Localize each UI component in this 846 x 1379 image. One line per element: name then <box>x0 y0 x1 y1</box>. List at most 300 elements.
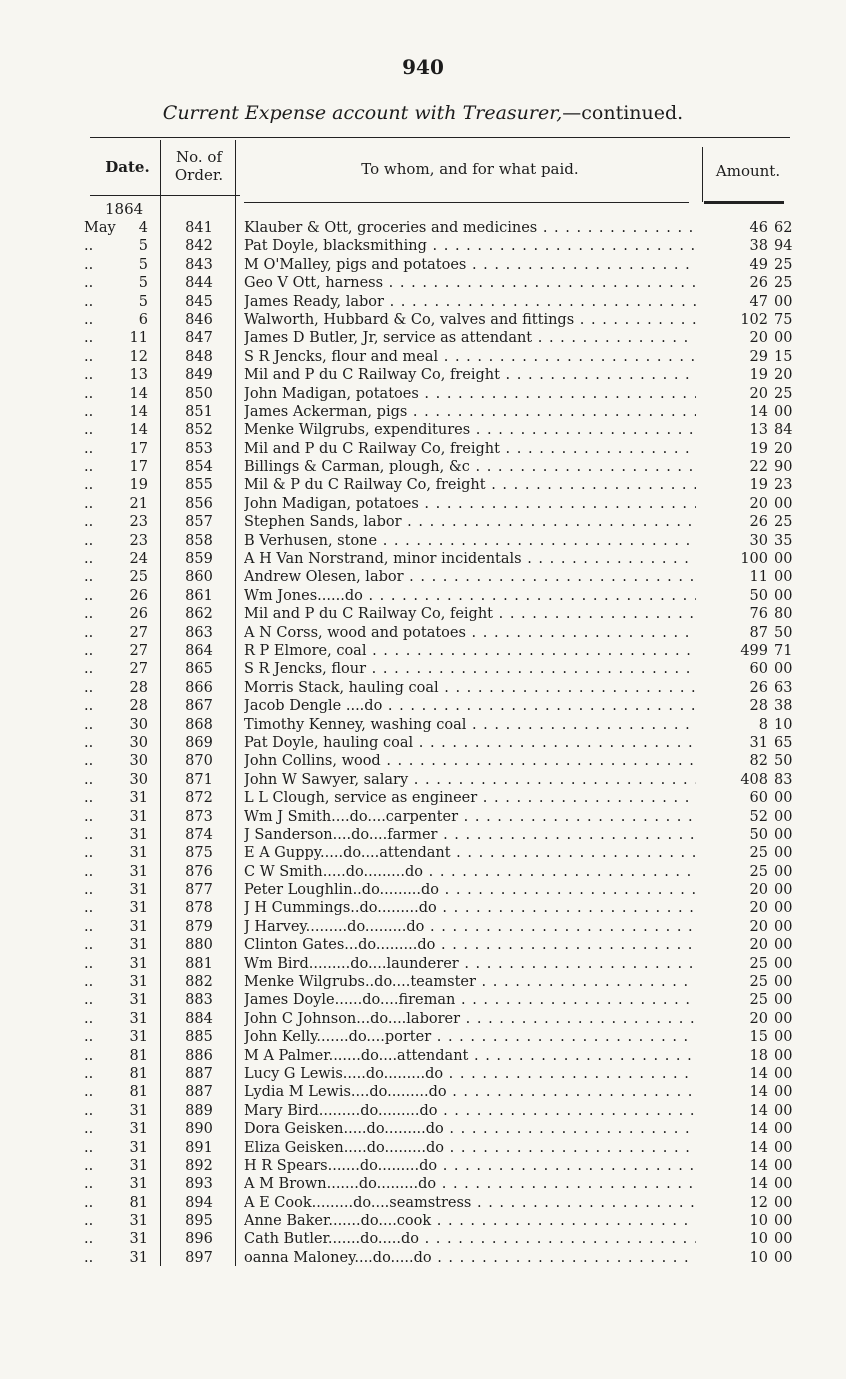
date-month: .. <box>84 845 94 862</box>
date-month: .. <box>84 440 94 457</box>
date-day: 14 <box>129 403 148 420</box>
date-day: 27 <box>129 661 148 678</box>
payment-description: Mary Bird.........do.........do . . . <box>244 1102 696 1120</box>
amount-dollars: 25 <box>749 863 768 880</box>
table-row <box>0 532 846 550</box>
payment-description: Jacob Dengle ....do . . . <box>244 697 696 715</box>
date-month: .. <box>84 1102 94 1119</box>
amount-cents: 71 <box>774 642 793 659</box>
date-day: 31 <box>129 1102 148 1119</box>
order-number: 869 <box>185 734 213 751</box>
amount-dollars: 46 <box>749 220 768 236</box>
amount-cents: 50 <box>774 753 793 770</box>
order-number: 872 <box>185 790 213 807</box>
amount-cents: 00 <box>774 790 793 807</box>
amount-dollars: 15 <box>749 1029 768 1046</box>
date-day: 30 <box>129 771 148 788</box>
date-month: .. <box>84 974 94 991</box>
date-month: .. <box>84 459 94 476</box>
amount-cents: 00 <box>774 992 793 1009</box>
order-number: 857 <box>185 514 213 531</box>
table-row <box>0 550 846 568</box>
date-day: 14 <box>129 385 148 402</box>
date-day: 31 <box>129 1249 148 1266</box>
payment-description: Menke Wilgrubs..do....teamster . . . <box>244 973 696 991</box>
amount-cents: 00 <box>774 1010 793 1027</box>
table-row <box>0 1065 846 1083</box>
amount-cents: 00 <box>774 551 793 568</box>
order-number: 854 <box>185 459 213 476</box>
date-month: .. <box>84 514 94 531</box>
amount-dollars: 52 <box>749 808 768 825</box>
table-row <box>0 513 846 531</box>
date-month: .. <box>84 1157 94 1174</box>
table-row <box>0 1230 846 1248</box>
date-day: 19 <box>129 477 148 494</box>
date-month: .. <box>84 477 94 494</box>
order-number: 884 <box>185 1010 213 1027</box>
payment-description: J H Cummings..do.........do . . . <box>244 899 696 917</box>
amount-dollars: 50 <box>749 587 768 604</box>
order-number: 861 <box>185 587 213 604</box>
amount-dollars: 11 <box>749 569 768 586</box>
amount-dollars: 10 <box>749 1231 768 1248</box>
order-number: 868 <box>185 716 213 733</box>
amount-dollars: 47 <box>749 293 768 310</box>
table-row <box>0 808 846 826</box>
amount-cents: 00 <box>774 661 793 678</box>
table-row <box>0 274 846 292</box>
table-row <box>0 863 846 881</box>
table-row <box>0 403 846 421</box>
date-month: .. <box>84 311 94 328</box>
table-row <box>0 1249 846 1267</box>
date-day: 24 <box>129 551 148 568</box>
date-month: .. <box>84 624 94 641</box>
amount-cents: 00 <box>774 974 793 991</box>
amount-cents: 00 <box>774 330 793 347</box>
amount-dollars: 19 <box>749 440 768 457</box>
payment-description: C W Smith.....do.........do . . . <box>244 863 696 881</box>
date-day: 31 <box>129 863 148 880</box>
date-day: 31 <box>129 1029 148 1046</box>
amount-cents: 35 <box>774 532 793 549</box>
amount-dollars: 14 <box>749 403 768 420</box>
date-day: 31 <box>129 918 148 935</box>
date-day: 17 <box>129 440 148 457</box>
amount-dollars: 87 <box>749 624 768 641</box>
amount-cents: 00 <box>774 955 793 972</box>
date-day: 81 <box>129 1047 148 1064</box>
amount-dollars: 26 <box>749 514 768 531</box>
header-to-whom: To whom, and for what paid. <box>361 160 579 178</box>
table-row <box>0 789 846 807</box>
order-number: 850 <box>185 385 213 402</box>
table-row <box>0 936 846 954</box>
date-month: .. <box>84 1194 94 1211</box>
amount-dollars: 100 <box>740 551 768 568</box>
amount-cents: 20 <box>774 440 793 457</box>
order-number: 864 <box>185 642 213 659</box>
amount-cents: 25 <box>774 275 793 292</box>
date-day: 23 <box>129 514 148 531</box>
header-order-line2: Order. <box>174 166 224 184</box>
order-number: 841 <box>185 220 213 236</box>
payment-description: Dora Geisken.....do.........do . . . <box>244 1120 696 1138</box>
payment-description: Mil and P du C Railway Co, freight . . . <box>244 366 696 384</box>
table-row <box>0 476 846 494</box>
header-date: Date. <box>105 158 150 176</box>
date-month: .. <box>84 937 94 954</box>
date-month: .. <box>84 1231 94 1248</box>
order-number: 885 <box>185 1029 213 1046</box>
date-month: .. <box>84 716 94 733</box>
amount-dollars: 29 <box>749 348 768 365</box>
payment-description: Billings & Carman, plough, &c . . . <box>244 458 696 476</box>
page-title <box>0 102 846 124</box>
date-day: 31 <box>129 1157 148 1174</box>
amount-cents: 00 <box>774 569 793 586</box>
order-number: 890 <box>185 1121 213 1138</box>
order-number: 855 <box>185 477 213 494</box>
date-day: 27 <box>129 624 148 641</box>
amount-dollars: 14 <box>749 1176 768 1193</box>
payment-description: S R Jencks, flour and meal . . . <box>244 348 696 366</box>
payment-description: A E Cook.........do....seamstress . . . <box>244 1194 696 1212</box>
header-bottom-rule-middle <box>244 202 689 203</box>
date-day: 23 <box>129 532 148 549</box>
table-row <box>0 293 846 311</box>
table-row <box>0 955 846 973</box>
date-month: .. <box>84 348 94 365</box>
amount-cents: 00 <box>774 1047 793 1064</box>
payment-description: Klauber & Ott, groceries and medicines . . . <box>244 219 696 237</box>
date-day: 5 <box>138 293 148 310</box>
table-row <box>0 237 846 255</box>
table-row <box>0 366 846 384</box>
order-number: 865 <box>185 661 213 678</box>
date-month: .. <box>84 1213 94 1230</box>
amount-cents: 90 <box>774 459 793 476</box>
date-month: .. <box>84 587 94 604</box>
payment-description: oanna Maloney....do.....do . . . <box>244 1249 696 1267</box>
amount-cents: 00 <box>774 1029 793 1046</box>
date-month: .. <box>84 1176 94 1193</box>
date-month: .. <box>84 992 94 1009</box>
date-day: 26 <box>129 606 148 623</box>
date-day: 14 <box>129 422 148 439</box>
order-number: 866 <box>185 679 213 696</box>
table-row <box>0 752 846 770</box>
amount-dollars: 10 <box>749 1213 768 1230</box>
amount-cents: 00 <box>774 1176 793 1193</box>
amount-cents: 63 <box>774 679 793 696</box>
year-label: 1864 <box>105 200 144 218</box>
amount-dollars: 60 <box>749 661 768 678</box>
table-row <box>0 1047 846 1065</box>
table-row <box>0 771 846 789</box>
amount-dollars: 20 <box>749 882 768 899</box>
date-month: .. <box>84 403 94 420</box>
header-order-line1: No. of <box>175 148 222 166</box>
amount-dollars: 20 <box>749 937 768 954</box>
date-month: .. <box>84 1084 94 1101</box>
date-day: 31 <box>129 1213 148 1230</box>
order-number: 881 <box>185 955 213 972</box>
order-number: 842 <box>185 238 213 255</box>
amount-dollars: 102 <box>740 311 768 328</box>
payment-description: B Verhusen, stone . . . <box>244 532 696 550</box>
date-month: .. <box>84 551 94 568</box>
header-bottom-rule <box>90 195 240 196</box>
amount-dollars: 30 <box>749 532 768 549</box>
payment-description: A H Van Norstrand, minor incidentals . . . <box>244 550 696 568</box>
amount-cents: 50 <box>774 624 793 641</box>
date-month: .. <box>84 790 94 807</box>
amount-cents: 38 <box>774 698 793 715</box>
payment-description: John Madigan, potatoes . . . <box>244 385 696 403</box>
amount-dollars: 50 <box>749 826 768 843</box>
date-day: 31 <box>129 974 148 991</box>
date-day: 31 <box>129 845 148 862</box>
date-month: .. <box>84 1139 94 1156</box>
amount-dollars: 20 <box>749 385 768 402</box>
order-number: 844 <box>185 275 213 292</box>
amount-cents: 00 <box>774 1102 793 1119</box>
amount-cents: 00 <box>774 1231 793 1248</box>
date-day: 31 <box>129 1139 148 1156</box>
date-month: .. <box>84 532 94 549</box>
amount-cents: 83 <box>774 771 793 788</box>
date-day: 28 <box>129 698 148 715</box>
date-day: 30 <box>129 734 148 751</box>
amount-cents: 10 <box>774 716 793 733</box>
table-row <box>0 918 846 936</box>
payment-description: John C Johnson...do....laborer . . . <box>244 1010 696 1028</box>
date-day: 28 <box>129 679 148 696</box>
table-row <box>0 1120 846 1138</box>
amount-cents: 00 <box>774 1249 793 1266</box>
payment-description: Mil and P du C Railway Co, feight . . . <box>244 605 696 623</box>
amount-cents: 00 <box>774 863 793 880</box>
date-day: 27 <box>129 642 148 659</box>
order-number: 843 <box>185 256 213 273</box>
order-number: 883 <box>185 992 213 1009</box>
amount-cents: 00 <box>774 403 793 420</box>
amount-cents: 00 <box>774 1157 793 1174</box>
amount-dollars: 26 <box>749 679 768 696</box>
payment-description: Anne Baker.......do....cook . . . <box>244 1212 696 1230</box>
table-row <box>0 716 846 734</box>
order-number: 878 <box>185 900 213 917</box>
table-row <box>0 1157 846 1175</box>
order-number: 893 <box>185 1176 213 1193</box>
table-row <box>0 881 846 899</box>
amount-cents: 00 <box>774 1065 793 1082</box>
order-number: 845 <box>185 293 213 310</box>
date-day: 4 <box>138 220 148 236</box>
payment-description: L L Clough, service as engineer . . . <box>244 789 696 807</box>
payment-description: Morris Stack, hauling coal . . . <box>244 679 696 697</box>
date-month: .. <box>84 1047 94 1064</box>
date-day: 81 <box>129 1194 148 1211</box>
amount-cents: 00 <box>774 845 793 862</box>
order-number: 887 <box>185 1084 213 1101</box>
order-number: 852 <box>185 422 213 439</box>
date-day: 81 <box>129 1065 148 1082</box>
date-month: .. <box>84 882 94 899</box>
payment-description: Lucy G Lewis.....do.........do . . . <box>244 1065 696 1083</box>
date-month: .. <box>84 495 94 512</box>
date-month: .. <box>84 367 94 384</box>
order-number: 874 <box>185 826 213 843</box>
amount-dollars: 14 <box>749 1121 768 1138</box>
payment-description: James Doyle......do....fireman . . . <box>244 991 696 1009</box>
amount-dollars: 20 <box>749 1010 768 1027</box>
table-row <box>0 219 846 237</box>
payment-description: Clinton Gates...do.........do . . . <box>244 936 696 954</box>
order-number: 860 <box>185 569 213 586</box>
payment-description: E A Guppy.....do....attendant . . . <box>244 844 696 862</box>
table-row <box>0 973 846 991</box>
amount-cents: 80 <box>774 606 793 623</box>
amount-dollars: 76 <box>749 606 768 623</box>
payment-description: John Kelly.......do....porter . . . <box>244 1028 696 1046</box>
payment-description: Timothy Kenney, washing coal . . . <box>244 716 696 734</box>
amount-dollars: 82 <box>749 753 768 770</box>
payment-description: Wm Bird.........do....launderer . . . <box>244 955 696 973</box>
date-month: .. <box>84 918 94 935</box>
payment-description: Menke Wilgrubs, expenditures . . . <box>244 421 696 439</box>
payment-description: Mil & P du C Railway Co, freight . . . <box>244 476 696 494</box>
payment-description: Mil and P du C Railway Co, freight . . . <box>244 440 696 458</box>
amount-header-rule <box>704 201 784 204</box>
amount-cents: 00 <box>774 293 793 310</box>
amount-cents: 65 <box>774 734 793 751</box>
amount-dollars: 14 <box>749 1084 768 1101</box>
amount-dollars: 26 <box>749 275 768 292</box>
date-day: 81 <box>129 1084 148 1101</box>
amount-dollars: 13 <box>749 422 768 439</box>
order-number: 863 <box>185 624 213 641</box>
amount-cents: 20 <box>774 367 793 384</box>
table-row <box>0 256 846 274</box>
amount-dollars: 10 <box>749 1249 768 1266</box>
table-row <box>0 844 846 862</box>
order-number: 853 <box>185 440 213 457</box>
order-number: 859 <box>185 551 213 568</box>
table-row <box>0 348 846 366</box>
date-month: .. <box>84 826 94 843</box>
amount-cents: 00 <box>774 1139 793 1156</box>
table-row <box>0 660 846 678</box>
date-day: 31 <box>129 1121 148 1138</box>
order-number: 873 <box>185 808 213 825</box>
date-month: .. <box>84 1249 94 1266</box>
date-month: .. <box>84 422 94 439</box>
order-number: 849 <box>185 367 213 384</box>
payment-description: R P Elmore, coal . . . <box>244 642 696 660</box>
amount-dollars: 14 <box>749 1102 768 1119</box>
amount-cents: 25 <box>774 256 793 273</box>
amount-cents: 25 <box>774 385 793 402</box>
date-day: 31 <box>129 826 148 843</box>
amount-dollars: 25 <box>749 974 768 991</box>
table-row <box>0 458 846 476</box>
order-number: 875 <box>185 845 213 862</box>
order-number: 871 <box>185 771 213 788</box>
order-number: 870 <box>185 753 213 770</box>
date-month: .. <box>84 256 94 273</box>
table-row <box>0 421 846 439</box>
order-number: 882 <box>185 974 213 991</box>
date-month: .. <box>84 1065 94 1082</box>
table-row <box>0 385 846 403</box>
date-day: 5 <box>138 238 148 255</box>
ledger-rows <box>0 219 846 1267</box>
payment-description: Wm Jones......do . . . <box>244 587 696 605</box>
amount-cents: 00 <box>774 1194 793 1211</box>
amount-cents: 00 <box>774 900 793 917</box>
amount-dollars: 19 <box>749 477 768 494</box>
amount-cents: 00 <box>774 1213 793 1230</box>
date-month: .. <box>84 1010 94 1027</box>
date-month: .. <box>84 275 94 292</box>
table-row <box>0 1194 846 1212</box>
order-number: 862 <box>185 606 213 623</box>
date-day: 30 <box>129 753 148 770</box>
date-day: 5 <box>138 256 148 273</box>
date-day: 26 <box>129 587 148 604</box>
order-number: 851 <box>185 403 213 420</box>
order-number: 877 <box>185 882 213 899</box>
amount-cents: 00 <box>774 882 793 899</box>
amount-dollars: 18 <box>749 1047 768 1064</box>
payment-description: S R Jencks, flour . . . <box>244 660 696 678</box>
order-number: 867 <box>185 698 213 715</box>
order-number: 856 <box>185 495 213 512</box>
date-day: 21 <box>129 495 148 512</box>
amount-dollars: 60 <box>749 790 768 807</box>
amount-dollars: 28 <box>749 698 768 715</box>
payment-description: John W Sawyer, salary . . . <box>244 771 696 789</box>
order-number: 895 <box>185 1213 213 1230</box>
date-day: 12 <box>129 348 148 365</box>
date-day: 31 <box>129 1231 148 1248</box>
date-month: .. <box>84 900 94 917</box>
page-number: 940 <box>402 55 444 79</box>
order-number: 887 <box>185 1065 213 1082</box>
table-row <box>0 642 846 660</box>
amount-dollars: 14 <box>749 1065 768 1082</box>
table-row <box>0 495 846 513</box>
header-top-rule <box>90 137 790 138</box>
amount-cents: 00 <box>774 918 793 935</box>
date-day: 31 <box>129 955 148 972</box>
order-number: 848 <box>185 348 213 365</box>
date-day: 11 <box>129 330 148 347</box>
date-month: .. <box>84 734 94 751</box>
order-number: 846 <box>185 311 213 328</box>
amount-dollars: 25 <box>749 955 768 972</box>
date-day: 30 <box>129 716 148 733</box>
date-day: 31 <box>129 992 148 1009</box>
table-row <box>0 1083 846 1101</box>
title-account-name: Current Expense account with Treasurer, <box>162 102 563 124</box>
date-month: .. <box>84 753 94 770</box>
payment-description: Pat Doyle, blacksmithing . . . <box>244 237 696 255</box>
amount-cents: 75 <box>774 311 793 328</box>
